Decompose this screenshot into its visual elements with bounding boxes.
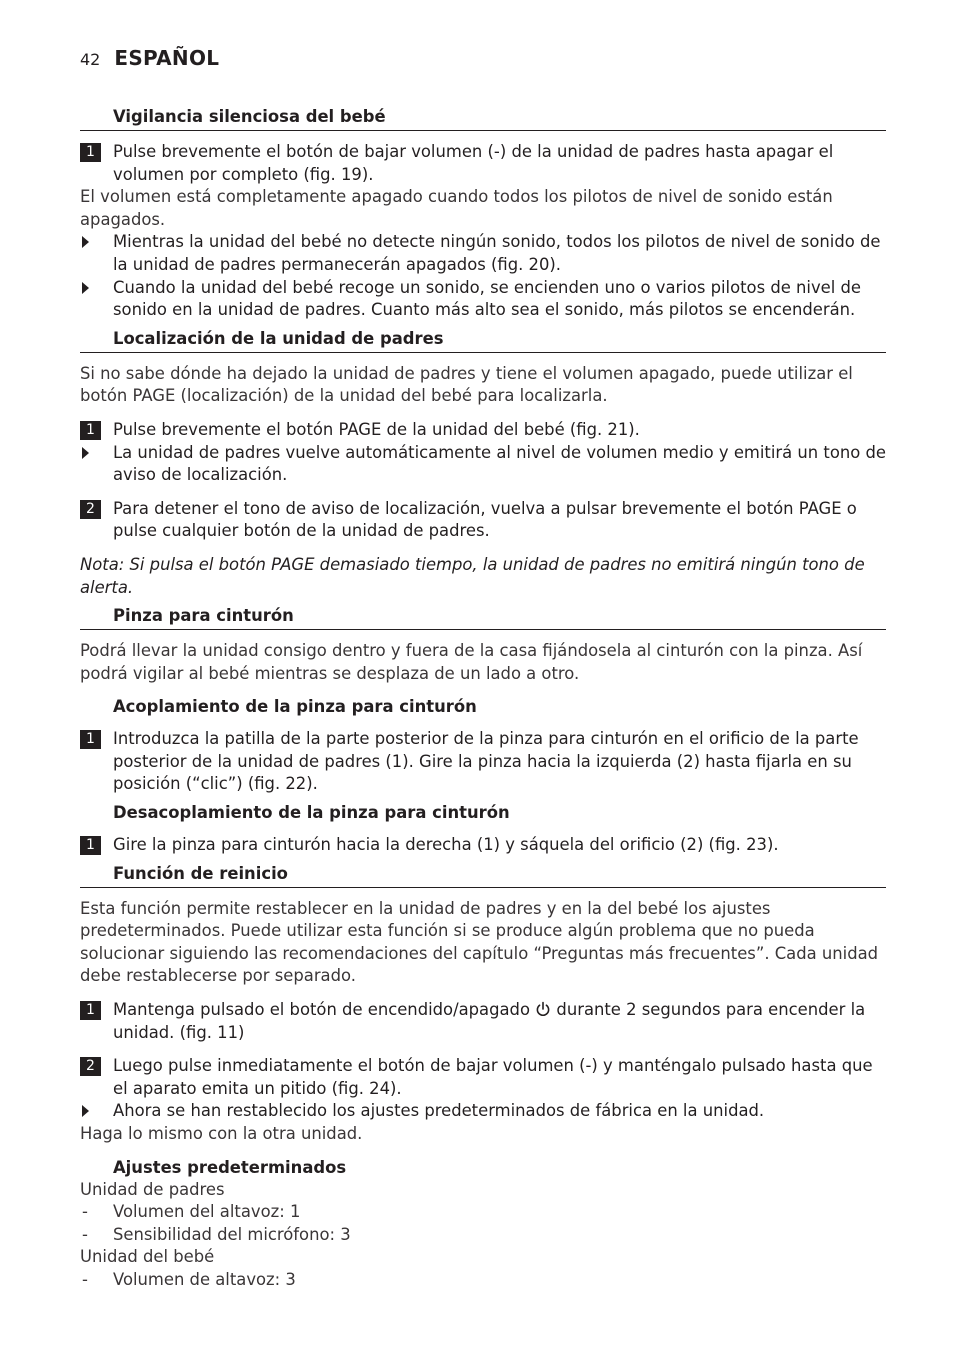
step-number: 1 — [80, 421, 101, 440]
paragraph: El volumen está completamente apagado cuando todos los pilotos de nivel de sonido están apagados. — [80, 187, 833, 229]
page-header — [80, 46, 219, 76]
step-text-part: Mantenga pulsado el botón de encendido/apagado — [113, 1000, 530, 1020]
step-text — [113, 1000, 865, 1042]
list-item-text: Volumen de altavoz: 3 — [113, 1269, 296, 1289]
list-item — [80, 1224, 886, 1247]
bullet-text: Mientras la unidad del bebé no detecte ningún sonido, todos los pilotos de nivel de sonido de la unidad de padres permanecerán apagados (fig. 20). — [113, 232, 881, 274]
arrow-bullet-icon — [82, 447, 89, 459]
bullet-item — [80, 231, 886, 276]
step-text: Gire la pinza para cinturón hacia la derecha (1) y sáquela del orificio (2) (fig. 23). — [113, 835, 779, 855]
step-number: 1 — [80, 143, 101, 162]
step-item — [80, 999, 886, 1044]
step-number: 1 — [80, 730, 101, 749]
step-text-part: durante 2 segundos para encender la unidad. (fig. 11) — [113, 1000, 866, 1042]
page-number: 42 — [80, 50, 101, 69]
step-text: Pulse brevemente el botón PAGE de la unidad del bebé (fig. 21). — [113, 419, 640, 439]
step-text: Luego pulse inmediatamente el botón de bajar volumen (-) y manténgalo pulsado hasta que el aparato emita un pitido (fig. 24). — [113, 1056, 873, 1098]
step-text: Para detener el tono de aviso de localización, vuelva a pulsar brevemente el botón PAGE o pulse cualquier botón de la unidad de padres. — [113, 498, 857, 541]
step-item — [80, 141, 886, 186]
bullet-text: La unidad de padres vuelve automáticamente al nivel de volumen medio y emitirá un tono de aviso de localización. — [113, 442, 886, 485]
step-text: Introduzca la patilla de la parte posterior de la pinza para cinturón en el orificio de la parte posterior de la unidad de padres (1). Gire la pinza hacia la izquierda (2) hasta fijarla en su posición (“clic”) (fig. 22). — [113, 729, 859, 794]
step-number: 1 — [80, 1001, 101, 1020]
power-icon — [535, 1001, 551, 1017]
subheading-default-settings: Ajustes predeterminados — [113, 1157, 347, 1177]
list-item — [80, 1269, 886, 1292]
step-number: 2 — [80, 500, 101, 519]
subheading-detach-clip: Desacoplamiento de la pinza para cinturón — [113, 803, 510, 823]
paragraph: Podrá llevar la unidad consigo dentro y fuera de la casa fijándosela al cinturón con la pinza. Así podrá vigilar al bebé mientras se desplaza de un lado a otro. — [80, 641, 863, 683]
arrow-bullet-icon — [82, 1105, 89, 1117]
section-heading-belt-clip: Pinza para cinturón — [80, 605, 886, 630]
step-item — [80, 419, 886, 442]
subheading-attach-clip: Acoplamiento de la pinza para cinturón — [113, 697, 477, 717]
dash-bullet: - — [82, 1269, 88, 1289]
list-label-baby-unit: Unidad del bebé — [80, 1247, 215, 1267]
language-title: ESPAÑOL — [114, 46, 220, 70]
step-number: 2 — [80, 1057, 101, 1076]
paragraph: Si no sabe dónde ha dejado la unidad de padres y tiene el volumen apagado, puede utilizar el botón PAGE (localización) de la unidad del bebé para localizarla. — [80, 363, 853, 406]
bullet-item — [80, 277, 886, 322]
step-item — [80, 1055, 886, 1100]
list-item — [80, 1201, 886, 1224]
list-item-text: Volumen del altavoz: 1 — [113, 1202, 301, 1222]
step-item — [80, 728, 886, 796]
note-text: Nota: Si pulsa el botón PAGE demasiado tiempo, la unidad de padres no emitirá ningún tono de alerta. — [80, 554, 865, 597]
bullet-text: Cuando la unidad del bebé recoge un sonido, se encienden uno o varios pilotos de nivel de sonido en la unidad de padres. Cuanto más alto sea el sonido, más pilotos se encenderán. — [113, 277, 862, 320]
paragraph: Esta función permite restablecer en la unidad de padres y en la del bebé los ajustes predeterminados. Puede utilizar esta función si se produce algún problema que no pueda solucionar siguiendo las recomendaciones del capítulo “Preguntas más frecuentes”. Cada unidad debe restablecerse por separado. — [80, 898, 879, 986]
list-label-parent-unit: Unidad de padres — [80, 1179, 225, 1199]
section-heading-silent-monitoring: Vigilancia silenciosa del bebé — [80, 106, 886, 131]
bullet-text: Ahora se han restablecido los ajustes predeterminados de fábrica en la unidad. — [113, 1101, 765, 1121]
list-item-text: Sensibilidad del micrófono: 3 — [113, 1224, 351, 1244]
page-content — [80, 106, 886, 1292]
step-text: Pulse brevemente el botón de bajar volumen (-) de la unidad de padres hasta apagar el volumen por completo (fig. 19). — [113, 142, 834, 184]
step-number: 1 — [80, 836, 101, 855]
section-heading-reset-function: Función de reinicio — [80, 863, 886, 888]
arrow-bullet-icon — [82, 282, 89, 294]
dash-bullet: - — [82, 1202, 88, 1222]
paragraph: Haga lo mismo con la otra unidad. — [80, 1124, 363, 1143]
dash-bullet: - — [82, 1224, 88, 1244]
step-item — [80, 498, 886, 543]
bullet-item — [80, 442, 886, 487]
bullet-item — [80, 1100, 886, 1123]
arrow-bullet-icon — [82, 236, 89, 248]
section-heading-locate-parent-unit: Localización de la unidad de padres — [80, 328, 886, 353]
step-item — [80, 834, 886, 857]
